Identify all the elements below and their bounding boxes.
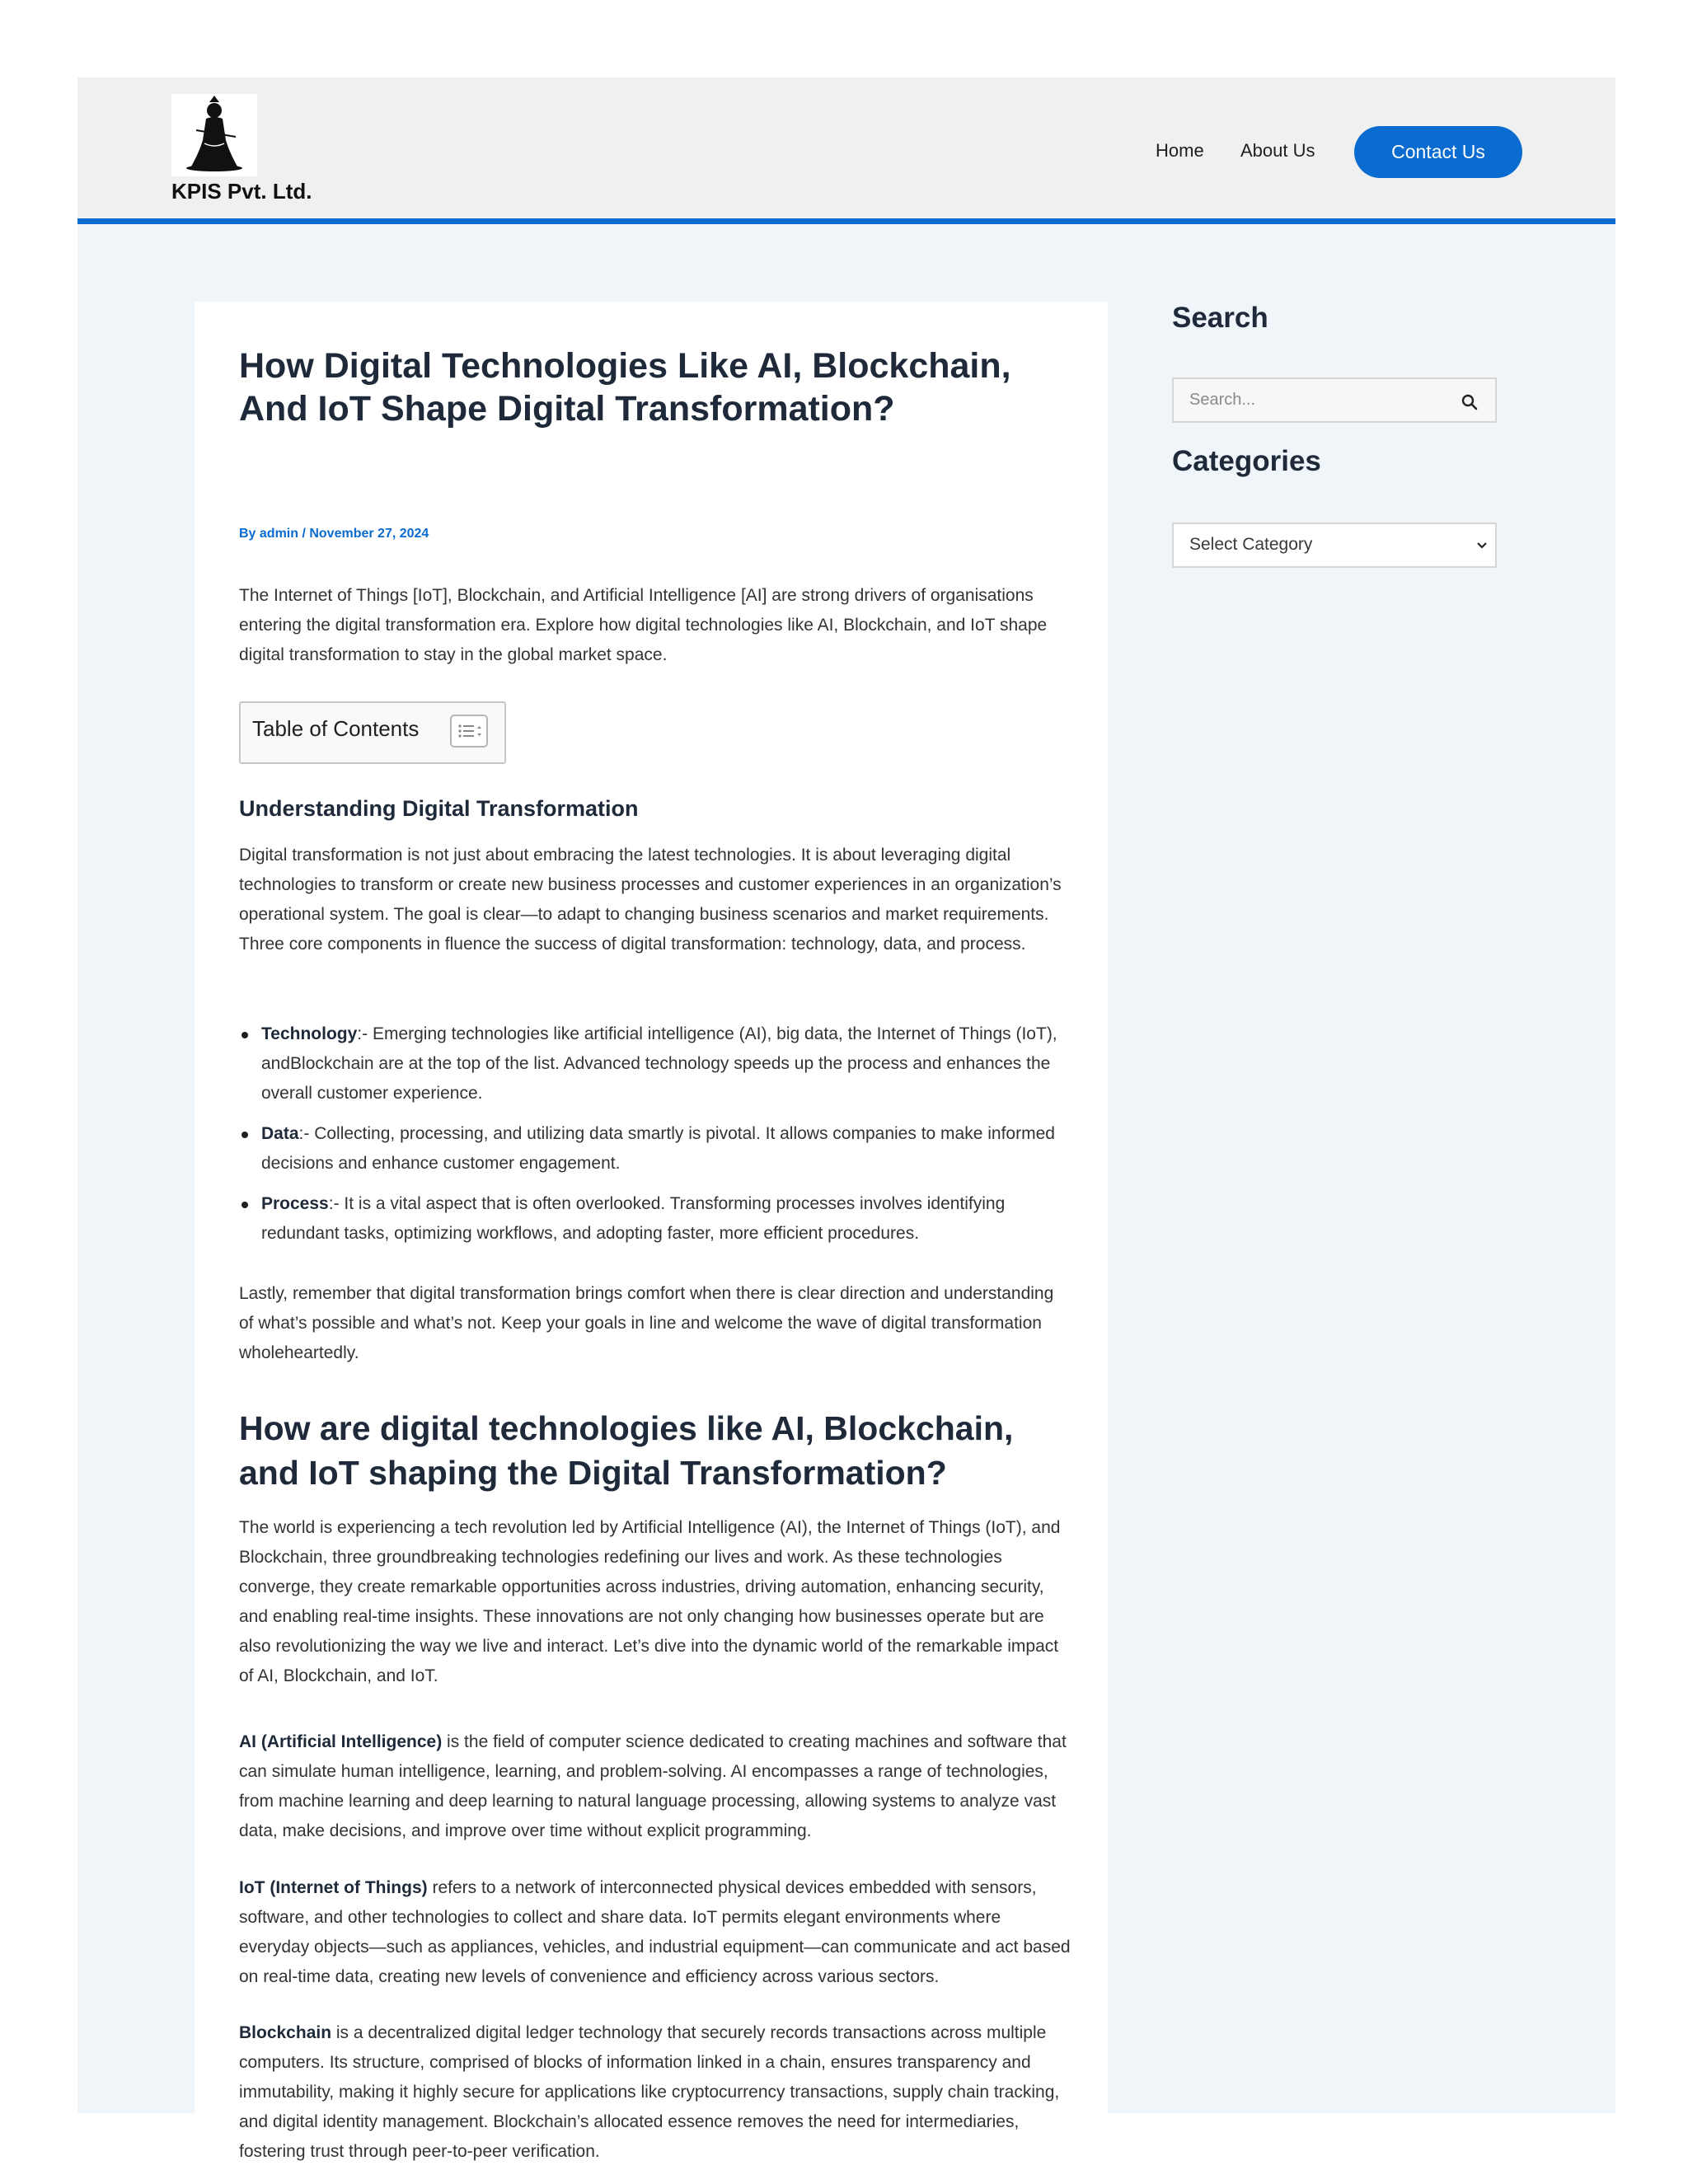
category-select-value: Select Category	[1189, 535, 1313, 554]
list-item	[239, 1189, 1071, 1249]
list-item-term: Data	[261, 1124, 299, 1143]
toc-title: Table of Contents	[252, 716, 420, 741]
section2-paragraph: The world is experiencing a tech revolution led by Artificial Intelligence (AI), the Internet of Things (IoT), and Blockchain, three groundbreaking technologies redefining our lives and work. As these technologies converge, they create remarkable opportunities across industries, driving automation, enhancing security, and enabling real-time insights. These innovations are not only changing how businesses operate but are also revolutionizing the way we live and interact. Let’s dive into the dynamic world of the remarkable impact of AI, Blockchain, and IoT.	[239, 1518, 1061, 1685]
ai-term: AI (Artificial Intelligence)	[239, 1732, 443, 1751]
iot-term: IoT (Internet of Things)	[239, 1878, 428, 1897]
ai-text: is the field of computer science dedicated to creating machines and software that can simulate human intelligence, learning, and problem-solving. AI encompasses a range of technologies, from machine learning and deep learning to natural language processing, allowing systems to analyze vast data, make decisions, and improve over time without explicit programming.	[239, 1732, 1067, 1840]
site-brand-name[interactable]: KPIS Pvt. Ltd.	[171, 179, 312, 204]
list-item-text: :- Collecting, processing, and utilizing data smartly is pivotal. It allows companies to make informed decisions and enhance customer engagement.	[261, 1124, 1055, 1173]
site-logo[interactable]	[171, 94, 257, 176]
list-item-term: Process	[261, 1194, 329, 1213]
contact-us-button[interactable]: Contact Us	[1354, 126, 1522, 178]
chevron-down-icon	[1475, 541, 1489, 551]
list-item-text: :- It is a vital aspect that is often overlooked. Transforming processes involves identifying redundant tasks, optimizing workflows, and adopting faster, more efficient procedures.	[261, 1194, 1006, 1243]
search-input[interactable]	[1174, 379, 1446, 421]
blockchain-text: is a decentralized digital ledger technology that securely records transactions across multiple computers. Its structure, comprised of blocks of information linked in a chain, ensures transparency and immutability, making it highly secure for applications like cryptocurrency transactions, supply chain tracking, and digital identity management. Blockchain’s allocated essence removes the need for intermediaries, fostering trust through peer-to-peer verification.	[239, 2023, 1060, 2161]
blockchain-term: Blockchain	[239, 2023, 332, 2042]
list-item	[239, 1019, 1071, 1108]
section1-paragraph: Digital transformation is not just about embracing the latest technologies. It is about leveraging digital technologies to transform or create new business processes and customer experiences in an organization’s operational system. The goal is clear—to adapt to changing business scenarios and market requirements. Three core components in fluence the success of digital transformation: technology, data, and process.	[239, 846, 1062, 954]
section-heading-understanding: Understanding Digital Transformation	[239, 796, 639, 821]
list-item	[239, 1119, 1071, 1179]
section-heading-shaping: How are digital technologies like AI, Blockchain, and IoT shaping the Digital Transformation?	[239, 1409, 1014, 1492]
nav-home-link[interactable]: Home	[1156, 140, 1204, 161]
search-icon[interactable]	[1461, 393, 1479, 411]
toc-toggle-button[interactable]	[450, 715, 488, 748]
page-frame	[77, 77, 1615, 2161]
categories-heading: Categories	[1172, 445, 1321, 477]
list-item-text: :- Emerging technologies like artificial intelligence (AI), big data, the Internet of Things (IoT), andBlockchain are at the top of the list. Advanced technology speeds up the process and enhances the overall customer experience.	[261, 1024, 1057, 1103]
component-list	[239, 1019, 1071, 1259]
list-toggle-icon	[452, 716, 486, 746]
list-item-term: Technology	[261, 1024, 358, 1043]
iot-text: refers to a network of interconnected physical devices embedded with sensors, software, and other technologies to collect and share data. IoT permits elegant environments where everyday objects—such as appliances, vehicles, and industrial equipment—can communicate and act based on real-time data, creating new levels of convenience and efficiency across various sectors.	[239, 1878, 1071, 1986]
search-heading: Search	[1172, 302, 1268, 334]
post-meta[interactable]: By admin / November 27, 2024	[239, 527, 429, 541]
table-of-contents	[239, 701, 506, 764]
nav-about-link[interactable]: About Us	[1240, 140, 1315, 161]
article-card	[195, 302, 1108, 2161]
search-form	[1172, 377, 1497, 423]
post-title: How Digital Technologies Like AI, Blockchain, And IoT Shape Digital Transformation?	[239, 346, 1011, 429]
category-select[interactable]	[1172, 523, 1497, 568]
blockchain-paragraph	[239, 2018, 1071, 2167]
intro-paragraph: The Internet of Things [IoT], Blockchain, and Artificial Intelligence [AI] are strong drivers of organisations entering the digital transformation era. Explore how digital technologies like AI, Blockchain, and IoT shape digital transformation to stay in the global market space.	[239, 586, 1048, 664]
logo-figure-icon	[171, 94, 257, 176]
section1-closing: Lastly, remember that digital transformation brings comfort when there is clear direction and understanding of what’s possible and what’s not. Keep your goals in line and welcome the wave of digital transformation wholeheartedly.	[239, 1284, 1054, 1362]
iot-paragraph	[239, 1873, 1071, 1992]
ai-paragraph	[239, 1727, 1071, 1846]
site-header	[77, 77, 1615, 224]
